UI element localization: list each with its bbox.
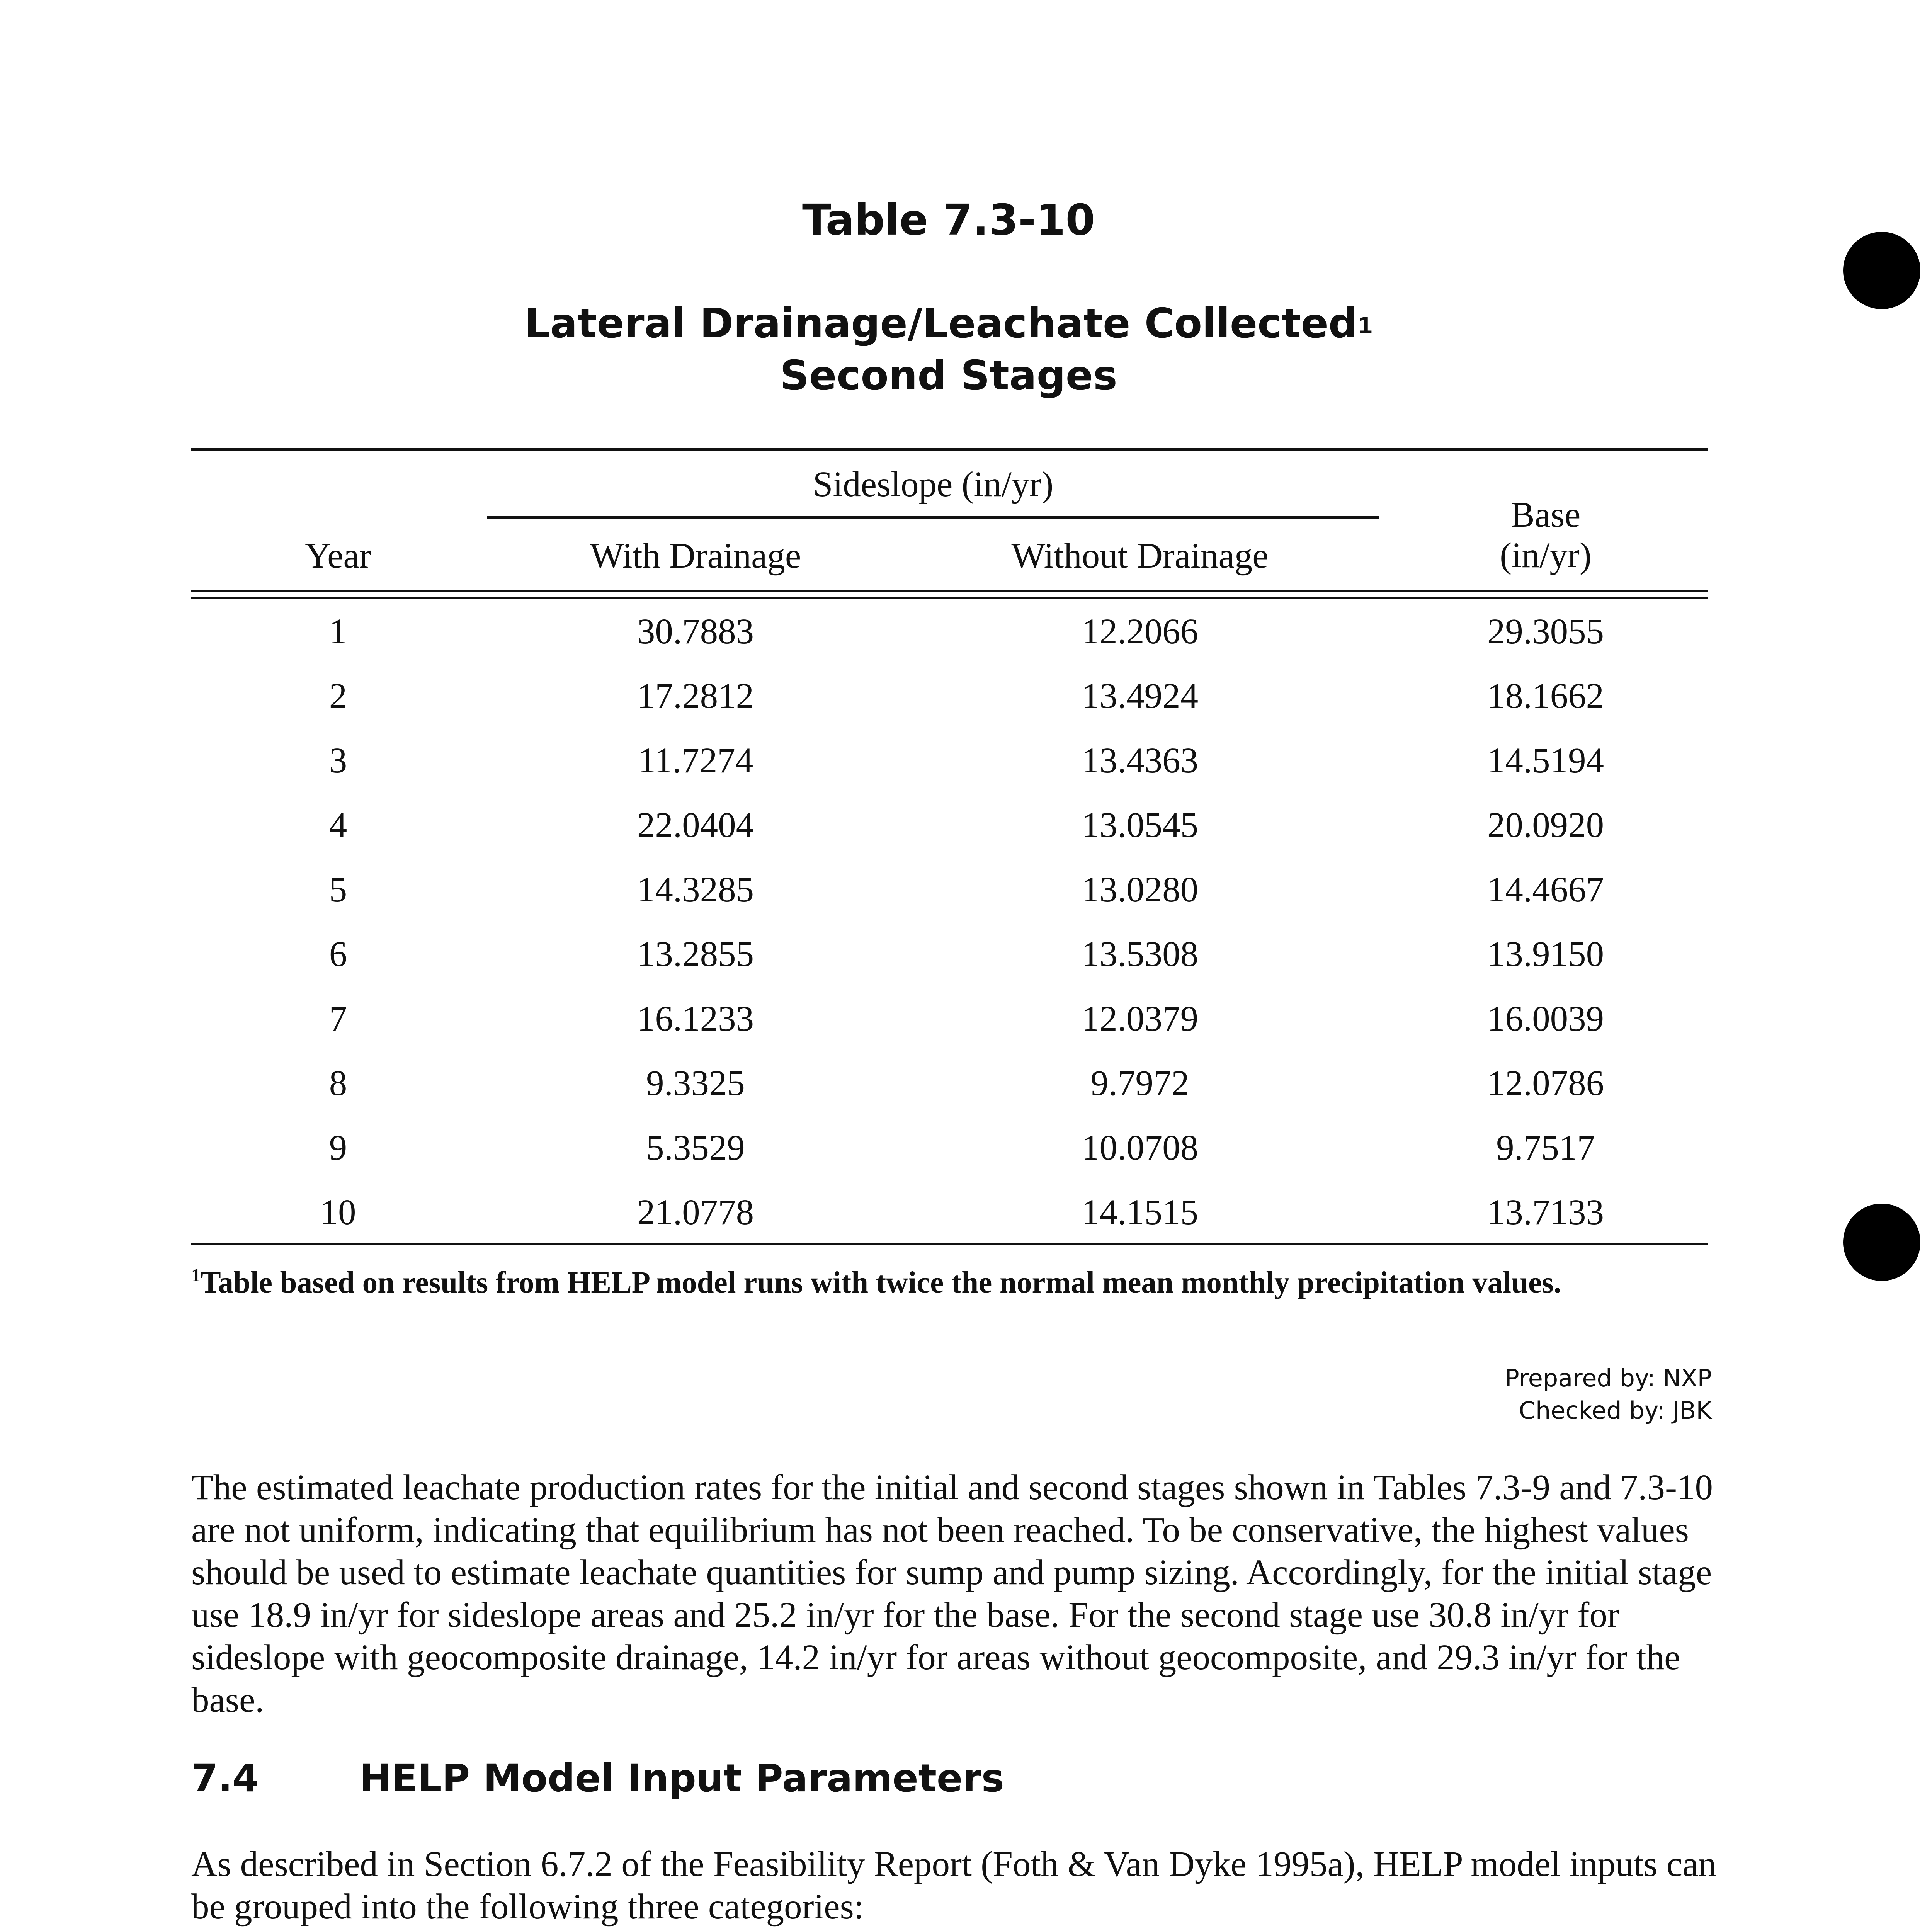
prepared-by: Prepared by: NXP: [1505, 1364, 1712, 1392]
cell-with-drainage: 5.3529: [646, 1128, 745, 1168]
cell-base: 14.5194: [1487, 741, 1604, 781]
cell-with-drainage: 9.3325: [646, 1063, 745, 1103]
cell-with-drainage: 22.0404: [637, 805, 754, 845]
cell-without-drainage: 9.7972: [1090, 1063, 1189, 1103]
cell-with-drainage: 30.7883: [637, 612, 754, 651]
cell-without-drainage: 13.0280: [1081, 870, 1199, 910]
cell-with-drainage: 14.3285: [637, 870, 754, 910]
checked-by: Checked by: JBK: [1519, 1396, 1712, 1425]
cell-base: 13.9150: [1487, 934, 1604, 974]
footnote-mark: 1: [191, 1265, 201, 1286]
cell-year: 6: [329, 934, 347, 974]
cell-without-drainage: 14.1515: [1081, 1192, 1199, 1232]
paragraph-help-inputs: As described in Section 6.7.2 of the Feasibility Report (Foth & Van Dyke 1995a), HELP model inputs can be grouped into the following three categories:: [191, 1844, 1716, 1927]
header-with-drainage: With Drainage: [590, 536, 801, 576]
cell-base: 29.3055: [1487, 612, 1604, 651]
cell-base: 16.0039: [1487, 999, 1604, 1039]
cell-with-drainage: 21.0778: [637, 1192, 754, 1232]
cell-with-drainage: 11.7274: [638, 741, 753, 781]
cell-base: 14.4667: [1487, 870, 1604, 910]
cell-year: 9: [329, 1128, 347, 1168]
header-rule-1: [191, 590, 1708, 592]
cell-without-drainage: 10.0708: [1081, 1128, 1199, 1168]
table-number: Table 7.3-10: [802, 195, 1095, 245]
table-title-line2: Second Stages: [780, 352, 1117, 399]
cell-with-drainage: 16.1233: [637, 999, 754, 1039]
cell-year: 5: [329, 870, 347, 910]
punch-hole-middle: [1843, 1204, 1920, 1281]
cell-without-drainage: 13.0545: [1081, 805, 1199, 845]
cell-year: 8: [329, 1063, 347, 1103]
cell-base: 9.7517: [1496, 1128, 1595, 1168]
cell-with-drainage: 17.2812: [637, 676, 754, 716]
cell-base: 20.0920: [1487, 805, 1604, 845]
cell-without-drainage: 13.4363: [1081, 741, 1199, 781]
section-number: 7.4: [191, 1756, 259, 1801]
footnote-text: Table based on results from HELP model runs with twice the normal mean monthly precipitation values.: [201, 1266, 1561, 1299]
header-base-line2: (in/yr): [1500, 536, 1592, 575]
table-bottom-rule: [191, 1243, 1708, 1245]
cell-base: 13.7133: [1487, 1192, 1604, 1232]
header-without-drainage: Without Drainage: [1011, 536, 1269, 576]
header-sideslope: Sideslope (in/yr): [813, 464, 1054, 504]
paragraph-leachate-rates: The estimated leachate production rates for the initial and second stages shown in Tables 7.3-9 and 7.3-10 are not uniform, indicating that equilibrium has not been reached. To be conservative, the highest values should be used to estimate leachate quantities for sump and pump sizing. Accordingly, for the initial stage use 18.9 in/yr for sideslope areas and 25.2 in/yr for the base. For the second stage use 30.8 in/yr for sideslope with geocomposite drainage, 14.2 in/yr for areas without geocomposite, and 29.3 in/yr for the base.: [191, 1468, 1713, 1720]
table-title-line1: Lateral Drainage/Leachate Collected: [524, 300, 1358, 347]
cell-without-drainage: 13.5308: [1081, 934, 1199, 974]
cell-year: 10: [320, 1192, 356, 1232]
sideslope-rule: [487, 516, 1379, 519]
cell-without-drainage: 13.4924: [1081, 676, 1199, 716]
section-title: HELP Model Input Parameters: [359, 1756, 1004, 1801]
cell-year: 4: [329, 805, 347, 845]
cell-year: 7: [329, 999, 347, 1039]
cell-base: 18.1662: [1487, 676, 1604, 716]
cell-base: 12.0786: [1487, 1063, 1604, 1103]
table-title-footnote-mark: 1: [1357, 313, 1373, 339]
cell-year: 1: [329, 612, 347, 651]
cell-year: 3: [329, 741, 347, 781]
table-top-rule: [191, 448, 1708, 451]
cell-with-drainage: 13.2855: [637, 934, 754, 974]
header-year: Year: [305, 536, 371, 576]
cell-year: 2: [329, 676, 347, 716]
cell-without-drainage: 12.2066: [1081, 612, 1199, 651]
header-base-line1: Base: [1510, 495, 1581, 535]
header-base: [1391, 495, 1700, 576]
cell-without-drainage: 12.0379: [1081, 999, 1199, 1039]
table-title: [0, 298, 1897, 402]
table-footnote: [191, 1265, 1561, 1300]
header-rule-2: [191, 597, 1708, 599]
